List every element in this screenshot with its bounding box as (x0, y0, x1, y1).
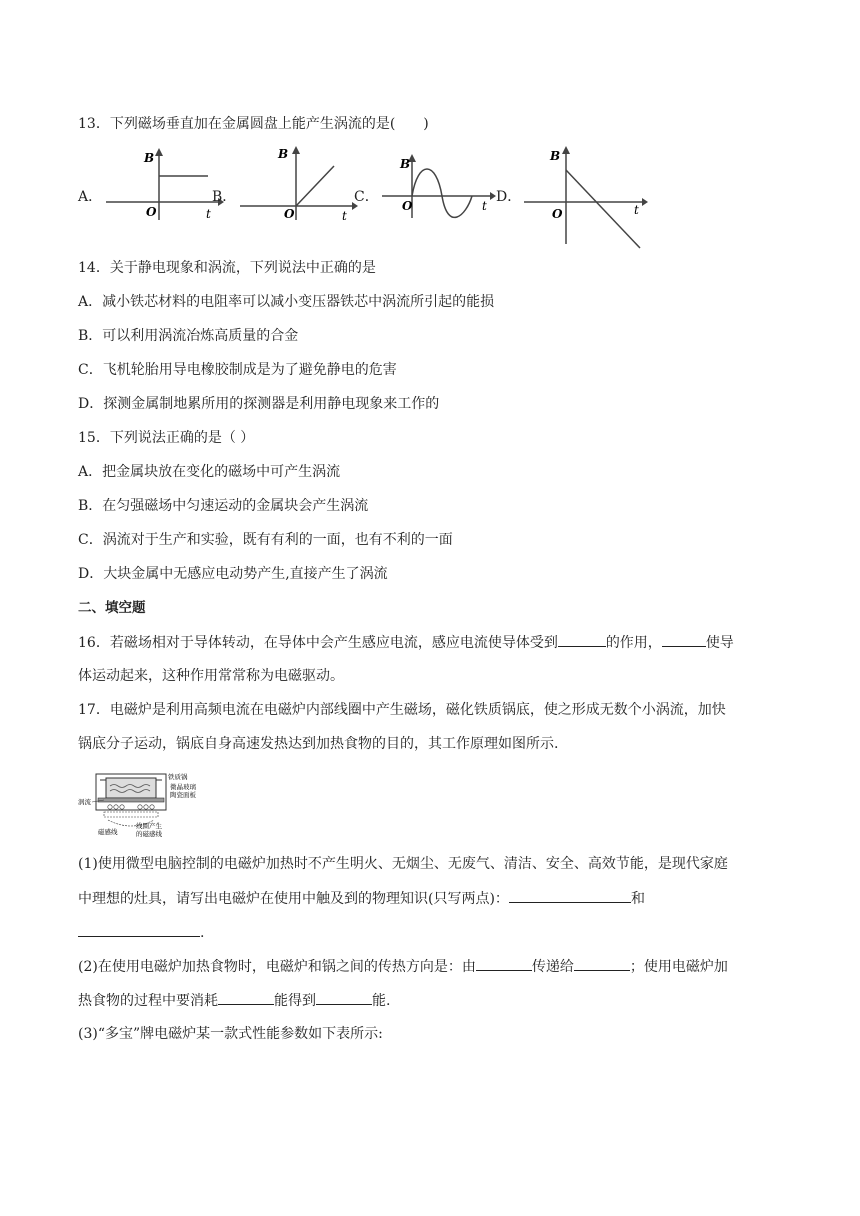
fig-label-pot: 铁质锅 (168, 773, 188, 781)
q17-s2-p1: (2)在使用电磁炉加热食物时，电磁炉和锅之间的传热方向是：由 (78, 959, 476, 975)
q17-s1-blank-1[interactable] (509, 888, 631, 903)
q16-blank-2[interactable] (662, 632, 706, 647)
graph-a-o-label: O (146, 205, 157, 219)
fig-label-eddy: 涡流 (78, 798, 91, 806)
q13-option-c-label: C． (354, 189, 379, 205)
graph-d-o-label: O (552, 207, 563, 221)
q17-s1-end: . (200, 925, 205, 941)
q17-s2-p2: 传递给 (531, 959, 574, 975)
q17-s3: (3)“多宝”牌电磁炉某一款式性能参数如下表所示: (78, 1026, 383, 1042)
fig-label-field: 磁感线 (98, 828, 118, 836)
q17-s2-line2a: 热食物的过程中要消耗 (78, 993, 218, 1009)
q16-part2: 的作用， (605, 635, 662, 651)
graph-d-b-label: B (550, 149, 561, 163)
q17-s2-line2c: 能. (372, 993, 391, 1009)
fig-label-coil2: 的磁感线 (136, 830, 162, 838)
graph-d (522, 140, 652, 252)
graph-a (104, 140, 224, 220)
graph-b-t-label: t (342, 209, 347, 220)
q16-part3: 使导 (705, 635, 734, 651)
q13-option-a-label: A． (78, 189, 103, 205)
q17-line2: 锅底分子运动，锅底自身高速发热达到加热食物的目的，其工作原理如图所示. (78, 736, 559, 752)
q15-stem: 15．下列说法正确的是（ ） (78, 430, 255, 446)
fig-label-coil1: 线圈产生 (136, 822, 162, 830)
q17-s1-line1: (1)使用微型电脑控制的电磁炉加热时不产生明火、无烟尘、无废气、清洁、安全、高效节能，是现代家庭 (78, 856, 728, 872)
fig-label-glass2: 陶瓷面板 (170, 791, 196, 799)
q13-option-d-label: D． (496, 189, 522, 205)
graph-a-t-label: t (206, 207, 211, 220)
q17-s1-blank-2[interactable] (78, 922, 200, 937)
q17-s2-blank-4[interactable] (316, 990, 372, 1005)
q16-blank-1[interactable] (558, 632, 606, 647)
q17-s2-line1 (78, 956, 728, 977)
q17-s2-p3: ；使用电磁炉加 (629, 959, 728, 975)
q17-s1-and: 和 (630, 891, 645, 907)
graph-c-b-label: B (400, 157, 411, 171)
q17-line1: 17．电磁炉是利用高频电流在电磁炉内部线圈中产生磁场，磁化铁质锅底，使之形成无数个小涡流，加快 (78, 702, 726, 718)
q17-s1-line2 (78, 888, 645, 909)
section-heading: 二、填空题 (78, 600, 146, 616)
q14-option-b: B．可以利用涡流冶炼高质量的合金 (78, 328, 299, 344)
graph-b-b-label: B (278, 147, 289, 161)
q17-s1-line2-text: 中理想的灶具，请写出电磁炉在使用中触及到的物理知识(只写两点)： (78, 891, 509, 907)
graph-c-t-label: t (482, 199, 487, 213)
q17-s1-line3 (78, 922, 204, 943)
q15-option-d: D．大块金属中无感应电动势产生,直接产生了涡流 (78, 566, 388, 582)
induction-cooker-figure (78, 770, 204, 838)
graph-c (380, 140, 500, 220)
q14-option-a: A．减小铁芯材料的电阻率可以减小变压器铁芯中涡流所引起的能损 (78, 294, 495, 310)
q13-option-b-label: B． (212, 189, 237, 205)
q17-s2-line2b: 能得到 (274, 993, 316, 1009)
fig-label-glass1: 微晶玻璃 (170, 783, 196, 791)
q17-s2-blank-3[interactable] (218, 990, 274, 1005)
q16-part1: 16．若磁场相对于导体转动，在导体中会产生感应电流，感应电流使导体受到 (78, 635, 558, 651)
graph-d-t-label: t (634, 203, 639, 217)
q14-option-c: C．飞机轮胎用导电橡胶制成是为了避免静电的危害 (78, 362, 397, 378)
q14-stem: 14．关于静电现象和涡流，下列说法中正确的是 (78, 260, 376, 276)
q16-line2: 体运动起来，这种作用常常称为电磁驱动。 (78, 668, 344, 684)
graph-c-o-label: O (402, 199, 413, 213)
q13-options (78, 140, 778, 252)
q15-option-a: A．把金属块放在变化的磁场中可产生涡流 (78, 464, 341, 480)
graph-b (238, 140, 358, 220)
q15-option-c: C．涡流对于生产和实验，既有有利的一面，也有不利的一面 (78, 532, 453, 548)
q13-stem: 13．下列磁场垂直加在金属圆盘上能产生涡流的是( ) (78, 116, 429, 132)
q17-s2-blank-2[interactable] (574, 956, 630, 971)
q16-line1 (78, 632, 734, 653)
q17-s2-line2 (78, 990, 390, 1011)
graph-a-b-label: B (144, 151, 155, 165)
q17-s2-blank-1[interactable] (476, 956, 532, 971)
q14-option-d: D．探测金属制地累所用的探测器是利用静电现象来工作的 (78, 396, 440, 412)
graph-b-o-label: O (284, 207, 295, 220)
q15-option-b: B．在匀强磁场中匀速运动的金属块会产生涡流 (78, 498, 369, 514)
